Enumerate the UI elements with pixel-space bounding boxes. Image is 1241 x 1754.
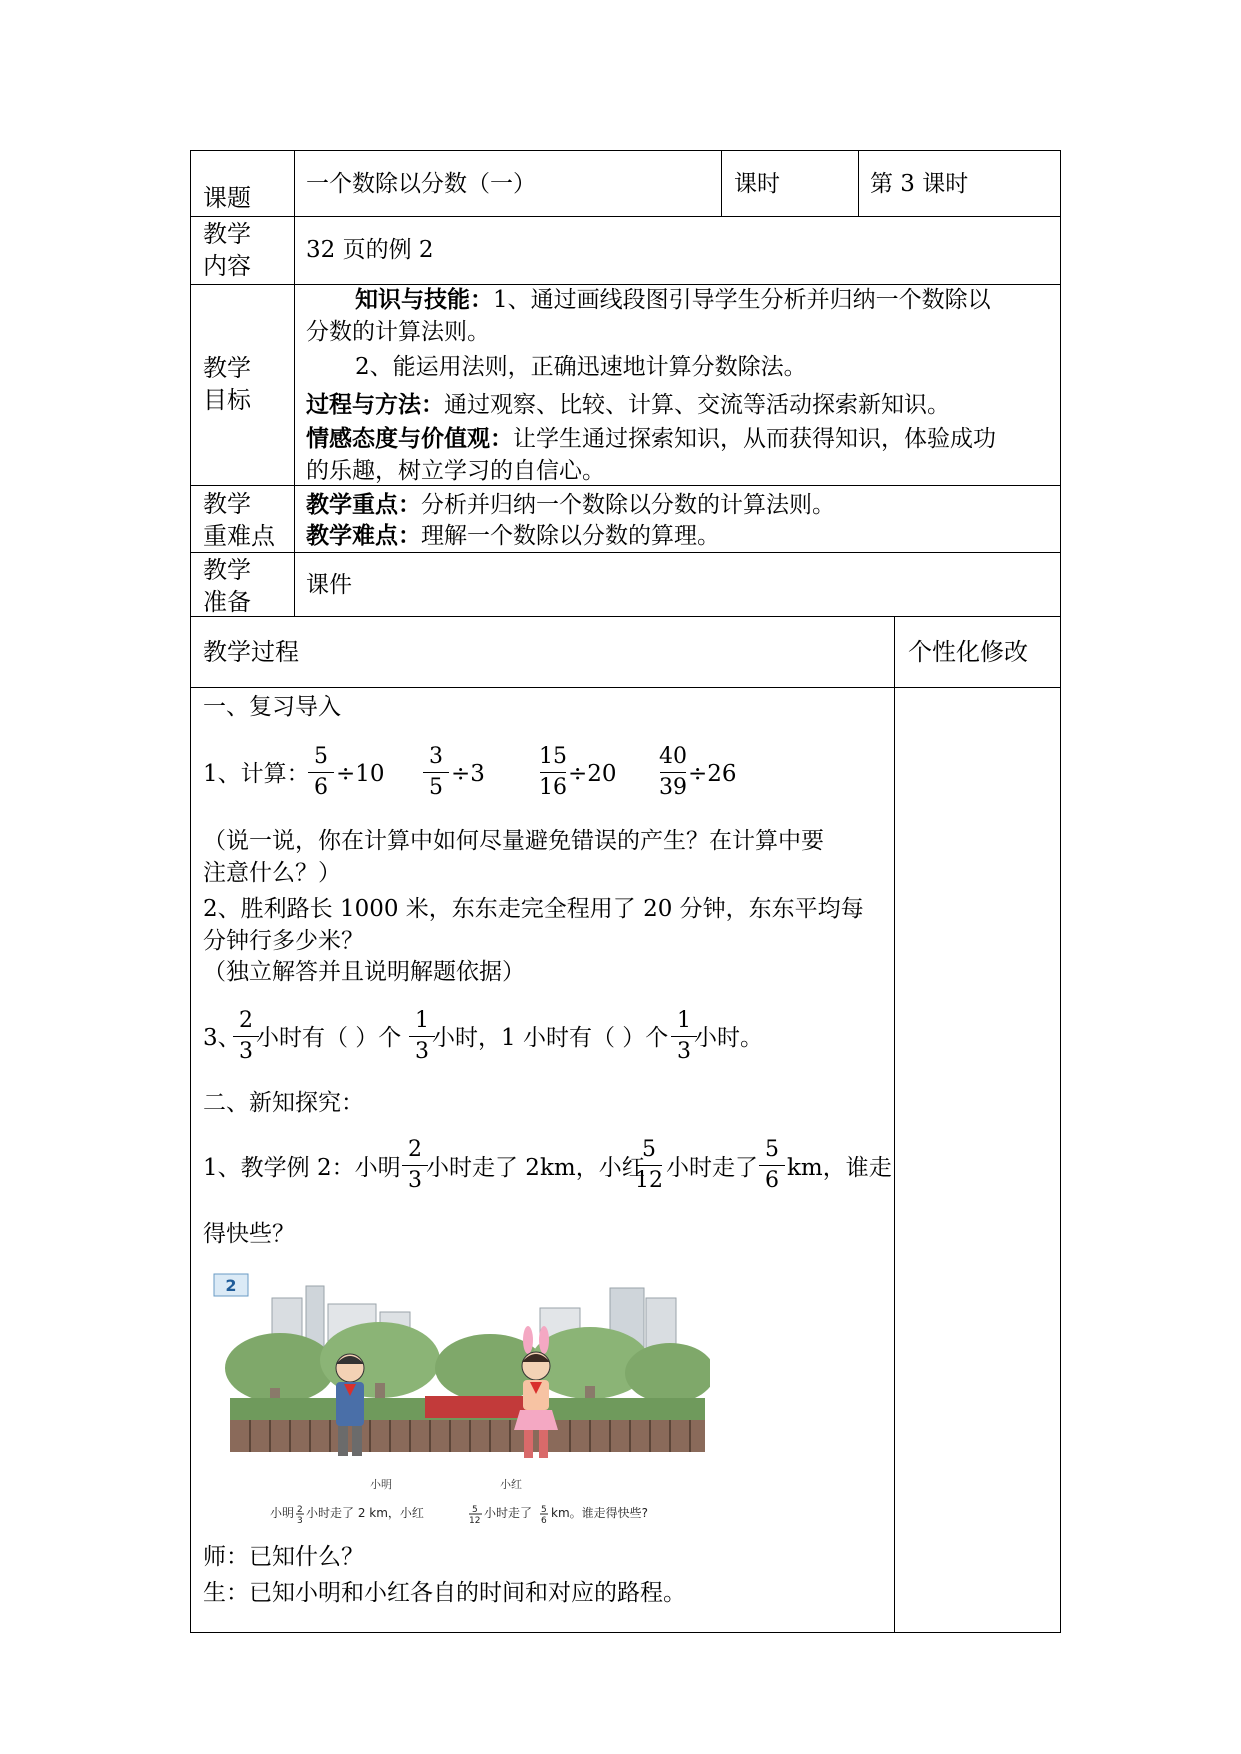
caption-fraction-2-den: 12 xyxy=(469,1516,481,1526)
row-divider xyxy=(190,216,1061,217)
fraction-bar xyxy=(660,772,686,773)
fraction-numerator: 5 xyxy=(314,744,328,769)
fraction-denominator: 16 xyxy=(539,775,567,800)
calc-3-fraction xyxy=(538,745,568,800)
example-fraction-2 xyxy=(634,1138,664,1193)
objective-skills-line1 xyxy=(355,284,991,316)
example-text-line2: 得快些？ xyxy=(203,1221,295,1247)
calc-3-rest: ÷20 xyxy=(568,761,617,787)
caption-fraction-1-den: 3 xyxy=(297,1516,303,1526)
fraction-bar xyxy=(402,1165,428,1166)
keypoint-difficulty-line xyxy=(306,520,720,552)
example-badge-number: 2 xyxy=(225,1276,237,1295)
keypoint-difficulty-title: 教学难点： xyxy=(306,522,421,549)
q3-text-3: 小时。 xyxy=(694,1025,763,1051)
caption-part-a: 小明 xyxy=(270,1506,295,1520)
objectives-label-line1: 教学 xyxy=(203,354,251,382)
boy-name: 小明 xyxy=(370,1478,392,1491)
objective-process-title: 过程与方法： xyxy=(306,391,444,418)
fraction-denominator: 3 xyxy=(415,1039,429,1064)
example-text-3: 小时走了 xyxy=(666,1155,758,1181)
fraction-denominator: 12 xyxy=(635,1168,663,1193)
q3-prefix: 3、 xyxy=(203,1025,241,1051)
column-divider xyxy=(858,150,859,216)
content-value: 32 页的例 2 xyxy=(306,237,434,263)
row-divider xyxy=(190,687,1061,688)
objective-emotion-line1 xyxy=(306,423,996,455)
row-divider xyxy=(190,616,1061,617)
fraction-numerator: 5 xyxy=(765,1137,779,1162)
girl-name: 小红 xyxy=(500,1478,522,1491)
caption-part-c: 小时走了 xyxy=(484,1506,533,1520)
caption-fraction-3-den: 6 xyxy=(541,1516,547,1526)
caption-part-b: 小时走了 2 km，小红 xyxy=(306,1506,424,1520)
column-divider xyxy=(721,150,722,216)
q2-line2: 分钟行多少米？ xyxy=(203,928,364,954)
q2-note: （独立解答并且说明解题依据） xyxy=(203,959,525,985)
prep-label-line1: 教学 xyxy=(203,556,251,584)
fraction-denominator: 5 xyxy=(429,775,443,800)
column-divider xyxy=(894,616,895,1633)
q1-prefix: 1、计算： xyxy=(203,761,310,787)
calc-1-fraction xyxy=(306,745,336,800)
period-value: 第 3 课时 xyxy=(870,171,969,197)
fraction-denominator: 6 xyxy=(765,1168,779,1193)
prep-value: 课件 xyxy=(306,572,352,598)
column-divider xyxy=(294,150,295,616)
textbook-illustration xyxy=(210,1268,710,1530)
fraction-bar xyxy=(308,772,334,773)
content-label-line2: 内容 xyxy=(203,252,251,280)
fence xyxy=(230,1420,705,1452)
objective-skills-line2: 分数的计算法则。 xyxy=(306,319,490,345)
example-text-2: 小时走了 2km，小红 xyxy=(426,1155,645,1181)
keypoint-difficulty-text: 理解一个数除以分数的算理。 xyxy=(421,523,720,549)
keypoints-label-line1: 教学 xyxy=(203,490,251,518)
period-label: 课时 xyxy=(734,171,780,197)
fraction-numerator: 2 xyxy=(239,1008,253,1033)
caption-fraction-1-num: 2 xyxy=(297,1505,303,1515)
fraction-bar xyxy=(423,772,449,773)
fraction-numerator: 3 xyxy=(429,744,443,769)
fraction-numerator: 1 xyxy=(677,1008,691,1033)
objective-process-text: 通过观察、比较、计算、交流等活动探索新知识。 xyxy=(444,392,950,418)
objective-emotion-line2: 的乐趣，树立学习的自信心。 xyxy=(306,458,605,484)
calc-4-rest: ÷26 xyxy=(688,761,737,787)
keypoint-focus-line xyxy=(306,489,835,521)
fraction-bar xyxy=(759,1165,785,1166)
fraction-denominator: 3 xyxy=(239,1039,253,1064)
calc-1-rest: ÷10 xyxy=(336,761,385,787)
fraction-numerator: 5 xyxy=(642,1137,656,1162)
content-label-line1: 教学 xyxy=(203,220,251,248)
fraction-numerator: 1 xyxy=(415,1008,429,1033)
caption-fraction-3-num: 5 xyxy=(541,1505,547,1515)
objective-emotion-text: 让学生通过探索知识，从而获得知识，体验成功 xyxy=(513,426,996,452)
calc-4-fraction xyxy=(658,745,688,800)
q1-note-line1: （说一说，你在计算中如何尽量避免错误的产生？在计算中要 xyxy=(203,828,824,854)
q3-text-2: 小时，1 小时有（ ）个 xyxy=(432,1025,669,1051)
example-fraction-3 xyxy=(757,1138,787,1193)
q1-note-line2: 注意什么？） xyxy=(203,860,341,886)
example-text-4: km，谁走 xyxy=(787,1155,892,1181)
keypoint-focus-text: 分析并归纳一个数除以分数的计算法则。 xyxy=(421,492,835,518)
objective-emotion-title: 情感态度与价值观： xyxy=(306,425,513,452)
calc-2-fraction xyxy=(421,745,451,800)
fraction-numerator: 2 xyxy=(408,1137,422,1162)
section-explore-heading: 二、新知探究： xyxy=(203,1090,364,1116)
fraction-numerator: 15 xyxy=(539,744,567,769)
keypoint-focus-title: 教学重点： xyxy=(306,491,421,518)
caption-fraction-2-num: 5 xyxy=(472,1505,478,1515)
fraction-numerator: 40 xyxy=(659,744,687,769)
row-divider xyxy=(190,552,1061,553)
caption-part-d: km。谁走得快些? xyxy=(551,1506,649,1520)
prep-label-line2: 准备 xyxy=(203,588,251,616)
q2-line1: 2、胜利路长 1000 米，东东走完全程用了 20 分钟，东东平均每 xyxy=(203,896,864,922)
fraction-bar xyxy=(540,772,566,773)
objectives-label-line2: 目标 xyxy=(203,386,251,414)
objective-process-line xyxy=(306,389,950,421)
fraction-bar xyxy=(636,1165,662,1166)
keypoints-label-line2: 重难点 xyxy=(203,522,275,550)
teacher-line: 师：已知什么？ xyxy=(203,1544,364,1570)
section-review-heading: 一、复习导入 xyxy=(203,694,341,720)
objective-skills-text: 1、通过画线段图引导学生分析并归纳一个数除以 xyxy=(493,287,991,313)
fraction-denominator: 39 xyxy=(659,775,687,800)
objective-skills-title: 知识与技能： xyxy=(355,286,493,313)
fraction-denominator: 6 xyxy=(314,775,328,800)
topic-label: 课题 xyxy=(203,184,251,212)
process-header-right: 个性化修改 xyxy=(908,638,1028,666)
q3-text-1: 小时有（ ）个 xyxy=(256,1025,402,1051)
example-text-1: 1、教学例 2：小明 xyxy=(203,1155,401,1181)
calc-2-rest: ÷3 xyxy=(451,761,485,787)
student-line: 生：已知小明和小红各自的时间和对应的路程。 xyxy=(203,1580,686,1606)
process-header-left: 教学过程 xyxy=(203,638,299,666)
fraction-denominator: 3 xyxy=(677,1039,691,1064)
fraction-denominator: 3 xyxy=(408,1168,422,1193)
topic-value: 一个数除以分数（一） xyxy=(306,171,536,197)
objective-skills-line3: 2、能运用法则，正确迅速地计算分数除法。 xyxy=(355,354,807,380)
